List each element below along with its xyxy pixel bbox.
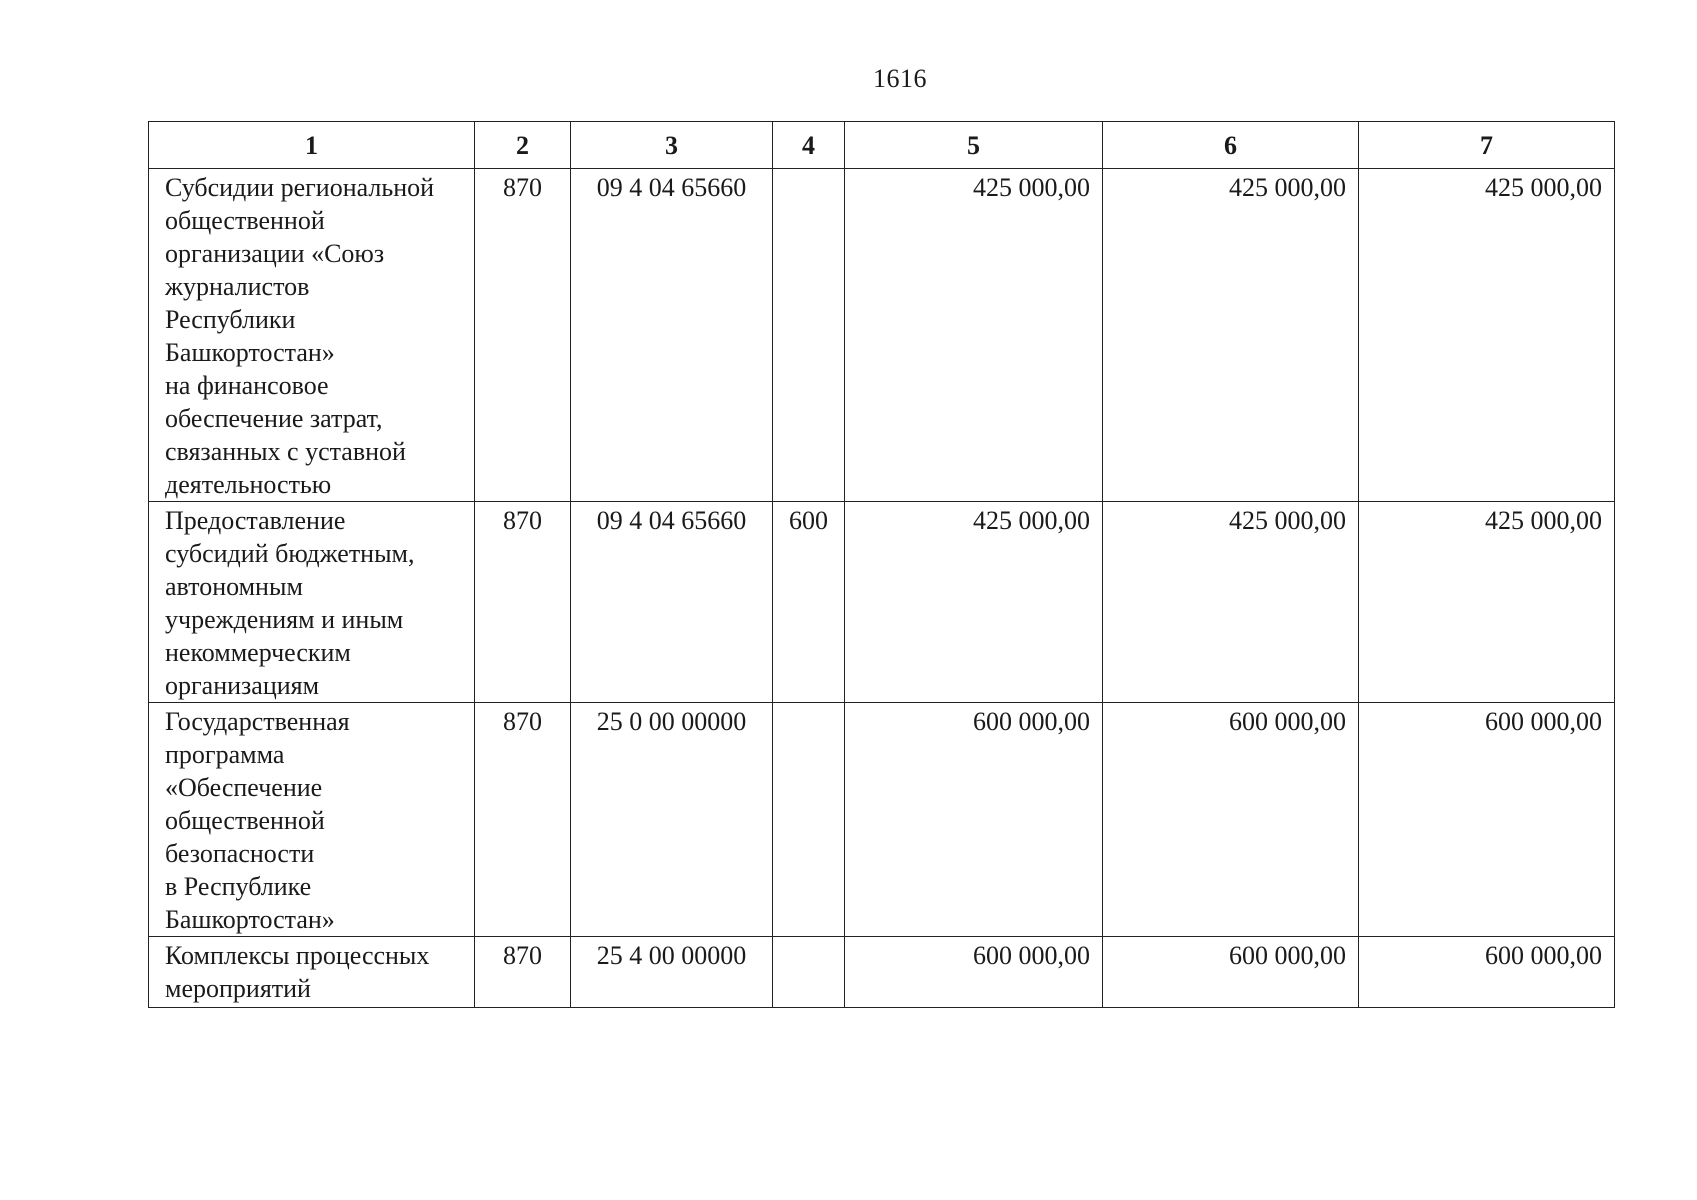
- name-line: общественной: [165, 206, 325, 235]
- column-header-3: 3: [571, 122, 773, 169]
- row-name-cell: [149, 703, 475, 937]
- target-article-cell: 25 0 00 00000: [571, 703, 773, 937]
- expense-type-cell: [773, 937, 845, 1008]
- name-line: учреждениям и иным: [165, 605, 404, 634]
- name-line: журналистов: [165, 272, 310, 301]
- name-line: Субсидии региональной: [165, 173, 435, 202]
- amount-cell-6: 600 000,00: [1103, 703, 1359, 937]
- name-line: Башкортостан»: [165, 905, 335, 934]
- name-line: Башкортостан»: [165, 338, 335, 367]
- expense-type-cell: [773, 169, 845, 502]
- name-line: организациям: [165, 671, 320, 700]
- amount-cell-7: 425 000,00: [1359, 502, 1615, 703]
- admin-code-cell: 870: [475, 169, 571, 502]
- column-header-5: 5: [845, 122, 1103, 169]
- table-row: [149, 502, 1615, 703]
- column-header-4: 4: [773, 122, 845, 169]
- amount-cell-7: 425 000,00: [1359, 169, 1615, 502]
- name-line: Государственная: [165, 707, 350, 736]
- amount-cell-5: 600 000,00: [845, 703, 1103, 937]
- amount-cell-6: 425 000,00: [1103, 502, 1359, 703]
- admin-code-cell: 870: [475, 502, 571, 703]
- amount-cell-6: 600 000,00: [1103, 937, 1359, 1008]
- amount-cell-5: 425 000,00: [845, 169, 1103, 502]
- table-row: [149, 169, 1615, 502]
- admin-code-cell: 870: [475, 703, 571, 937]
- expense-type-cell: 600: [773, 502, 845, 703]
- page-number: 1616: [873, 64, 927, 93]
- target-article-cell: 09 4 04 65660: [571, 502, 773, 703]
- name-line: программа: [165, 740, 285, 769]
- name-line: в Республике: [165, 872, 312, 901]
- name-line: безопасности: [165, 839, 315, 868]
- row-name-cell: [149, 937, 475, 1008]
- expense-type-cell: [773, 703, 845, 937]
- row-name-cell: [149, 169, 475, 502]
- table-row: [149, 937, 1615, 1008]
- name-line: некоммерческим: [165, 638, 351, 667]
- column-header-1: 1: [149, 122, 475, 169]
- column-header-7: 7: [1359, 122, 1615, 169]
- name-line: деятельностью: [165, 470, 332, 499]
- target-article-cell: 09 4 04 65660: [571, 169, 773, 502]
- amount-cell-5: 600 000,00: [845, 937, 1103, 1008]
- amount-cell-7: 600 000,00: [1359, 703, 1615, 937]
- amount-cell-6: 425 000,00: [1103, 169, 1359, 502]
- name-line: Республики: [165, 305, 296, 334]
- name-line: автономным: [165, 572, 303, 601]
- name-line: общественной: [165, 806, 325, 835]
- column-header-6: 6: [1103, 122, 1359, 169]
- target-article-cell: 25 4 00 00000: [571, 937, 773, 1008]
- name-line: организации «Союз: [165, 239, 385, 268]
- name-line: «Обеспечение: [165, 773, 323, 802]
- row-name-cell: [149, 502, 475, 703]
- column-header-2: 2: [475, 122, 571, 169]
- name-line: связанных с уставной: [165, 437, 406, 466]
- table-row: [149, 703, 1615, 937]
- name-line: мероприятий: [165, 974, 311, 1003]
- budget-table: [148, 121, 1615, 1008]
- name-line: Комплексы процессных: [165, 941, 430, 970]
- table-header-row: [149, 122, 1615, 169]
- name-line: субсидий бюджетным,: [165, 539, 415, 568]
- amount-cell-7: 600 000,00: [1359, 937, 1615, 1008]
- name-line: обеспечение затрат,: [165, 404, 383, 433]
- name-line: Предоставление: [165, 506, 346, 535]
- admin-code-cell: 870: [475, 937, 571, 1008]
- amount-cell-5: 425 000,00: [845, 502, 1103, 703]
- name-line: на финансовое: [165, 371, 329, 400]
